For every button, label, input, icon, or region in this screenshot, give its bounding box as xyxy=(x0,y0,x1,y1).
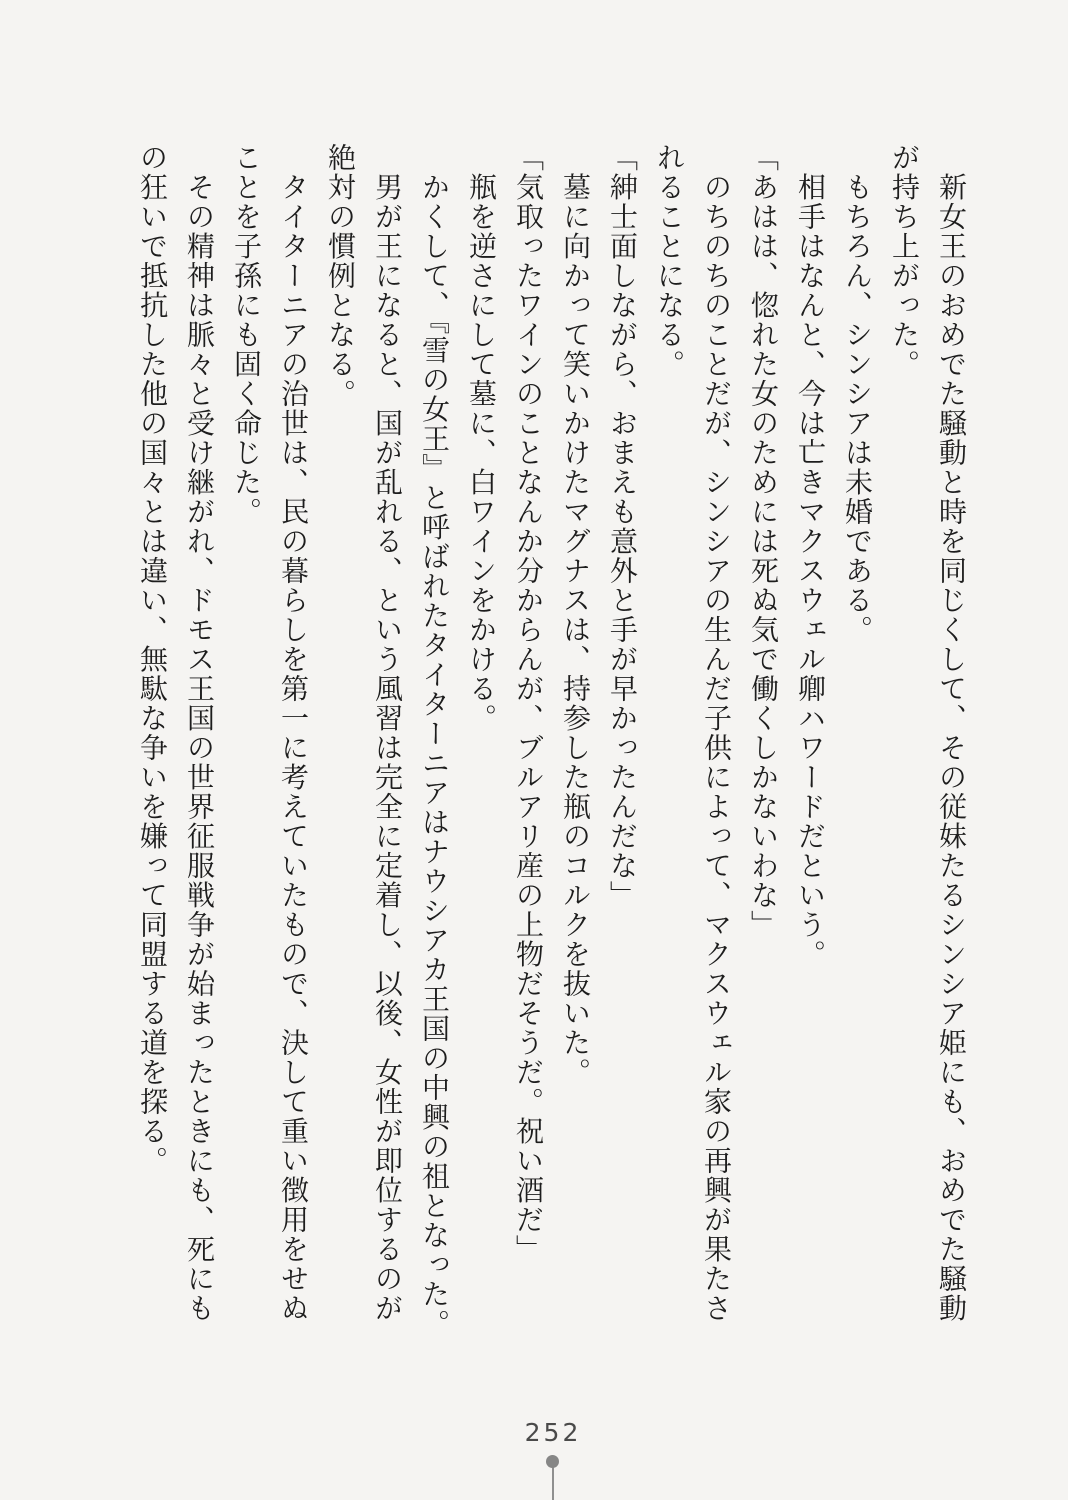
page-marker-dot-icon xyxy=(546,1455,559,1468)
text-line: 瓶を逆さにして墓に、白ワインをかける。 xyxy=(465,143,498,733)
text-line: 新女王のおめでた騒動と時を同じくして、その従妹たるシンシア姫にも、おめでた騒動 xyxy=(935,143,968,1323)
text-line: もちろん、シンシアは未婚である。 xyxy=(841,143,874,645)
text-line: れることになる。 xyxy=(653,143,686,379)
text-line: の狂いで抵抗した他の国々とは違い、無駄な争いを嫌って同盟する道を探る。 xyxy=(136,143,169,1176)
text-line: 「紳士面しながら、おまえも意外と手が早かったんだな」 xyxy=(606,143,639,910)
text-line: ことを子孫にも固く命じた。 xyxy=(230,143,263,527)
text-line: 「気取ったワインのことなんか分からんが、ブルアリ産の上物だそうだ。祝い酒だ」 xyxy=(512,143,545,1264)
text-line: その精神は脈々と受け継がれ、ドモス王国の世界征服戦争が始まったときにも、死にも xyxy=(183,143,216,1323)
text-line: 墓に向かって笑いかけたマグナスは、持参した瓶のコルクを抜いた。 xyxy=(559,143,592,1087)
text-line: かくして、『雪の女王』と呼ばれたタイターニアはナウシアカ王国の中興の祖となった。 xyxy=(418,143,451,1339)
text-line: のちのちのことだが、シンシアの生んだ子供によって、マクスウェル家の再興が果たさ xyxy=(700,143,733,1323)
text-line: 「あはは、惚れた女のためには死ぬ気で働くしかないわな」 xyxy=(747,143,780,940)
page-number: 252 xyxy=(524,1418,582,1447)
text-line: 相手はなんと、今は亡きマクスウェル卿ハワードだという。 xyxy=(794,143,827,969)
page-text-block xyxy=(129,143,975,1359)
text-line: が持ち上がった。 xyxy=(888,143,921,379)
text-line: 絶対の慣例となる。 xyxy=(324,143,357,409)
text-line: タイターニアの治世は、民の暮らしを第一に考えていたもので、決して重い徴用をせぬ xyxy=(277,143,310,1323)
text-line: 男が王になると、国が乱れる、という風習は完全に定着し、以後、女性が即位するのが xyxy=(371,143,404,1323)
